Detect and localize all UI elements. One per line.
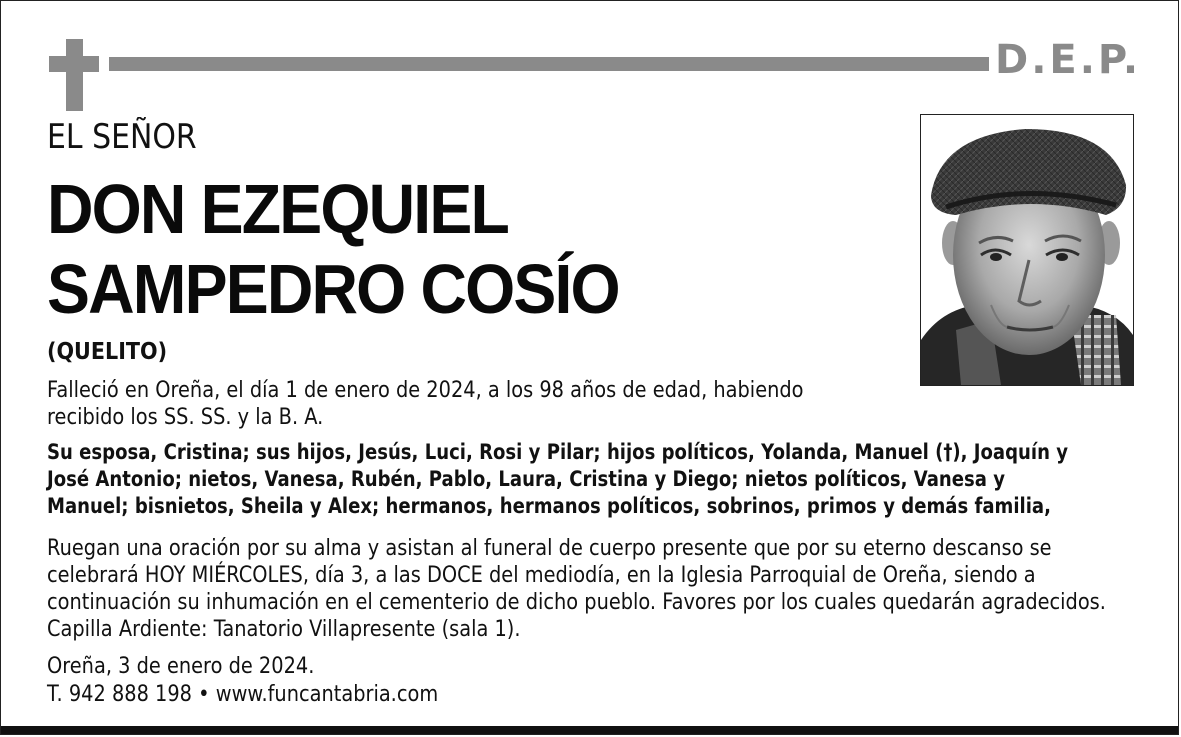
dep-heading: D.E.P. (995, 37, 1142, 83)
deceased-name-line1: DON EZEQUIEL (47, 170, 508, 248)
latin-cross-icon (49, 39, 99, 111)
deceased-name (47, 169, 619, 329)
honorific-title: EL SEÑOR (47, 117, 197, 157)
family-list: Su esposa, Cristina; sus hijos, Jesús, Luci, Rosi y Pilar; hijos políticos, Yolanda, Manuel (†), Joaquín y José Antonio; nietos, Vanesa, Rubén, Pablo, Laura, Cristina y Diego; nietos políticos, Vanesa y Manuel; bisnietos, Sheila y Alex; hermanos, hermanos políticos, sobrinos, primos y demás familia, (47, 440, 1068, 519)
portrait-photo-image (921, 115, 1133, 385)
deceased-nickname: (QUELITO) (47, 339, 168, 365)
deceased-name-line2: SAMPEDRO COSÍO (47, 250, 619, 328)
header-rule (109, 57, 989, 71)
place-date: Oreña, 3 de enero de 2024. (47, 654, 315, 679)
funeral-details: Ruegan una oración por su alma y asistan al funeral de cuerpo presente que por su eterno descanso se celebrará HOY MIÉRCOLES, día 3, a las DOCE del mediodía, en la Iglesia Parroquial de Oreña, siendo a continuación su inhumación en el cementerio de dicho pueblo. Favores por los cuales quedarán agradecidos. Capilla Ardiente: Tanatorio Villapresente (sala 1). (47, 536, 1106, 642)
bottom-border (1, 726, 1178, 734)
funeral-home-contact: T. 942 888 198 • www.funcantabria.com (47, 682, 439, 707)
death-notice: Falleció en Oreña, el día 1 de enero de 2024, a los 98 años de edad, habiendo recibido los SS. SS. y la B. A. (47, 378, 804, 430)
portrait-photo (920, 114, 1134, 386)
